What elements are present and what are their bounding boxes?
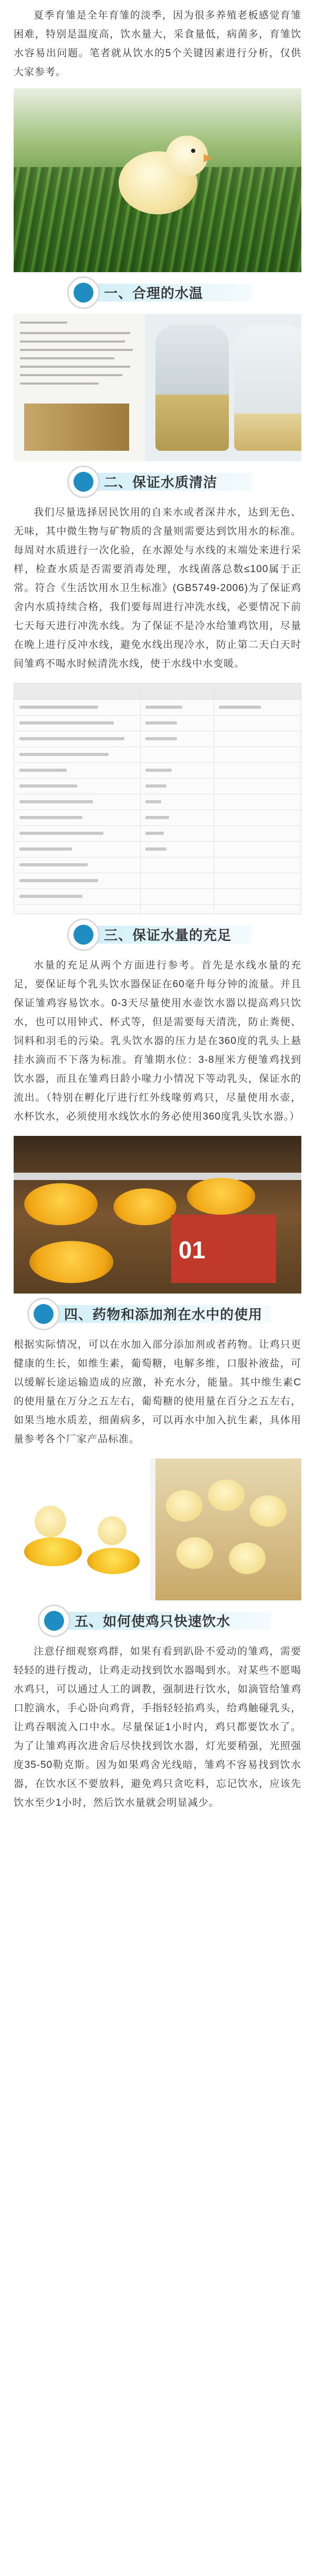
section-3-body: 水量的充足从两个方面进行参考。首先是水线水量的充足，要保证每个乳头饮水器保证在60毫升每分钟的流量。并且保证雏鸡容易饮水。0-3天尽量使用水壶饮水器以提高鸡只饮水，也可以用钟式、杯式等，但是需要每天清洗，防止粪便、饲料和羽毛的污染。乳头饮水器的压力是在360度的乳头上悬挂水滴而不下落为标准。育雏期水位：3-8厘米方便雏鸡找到饮水器，而且在雏鸡日龄小喙力小情况下等动乳头，保证水的流出。（特别在孵化厅进行红外线喙剪鸡只，尽量使用水壶，水杯饮水，必须使用水线饮水的务必使用360度乳头饮水器。） — [14, 960, 301, 1122]
section-3-heading — [0, 914, 315, 956]
section-4-heading — [0, 1294, 315, 1336]
section-2-title: 二、保证水质清洁 — [104, 474, 218, 490]
section-2-heading — [0, 461, 315, 503]
section-5-title: 五、如何使鸡只快速饮水 — [75, 1613, 231, 1629]
section-marker-icon — [27, 1298, 60, 1330]
section-3-title: 三、保证水量的充足 — [104, 927, 232, 943]
drinker-equipment-image — [14, 1136, 301, 1294]
intro-paragraph: 夏季育雏是全年育雏的淡季，因为很多养殖老板感觉育雏困难，特别是温度高，饮水量大，采食量低，病菌多，育雏饮水容易出问题。笔者就从饮水的5个关键因素进行分析，仅供大家参考。 — [14, 10, 301, 78]
section-5-heading — [0, 1600, 315, 1642]
water-standard-table-image — [14, 683, 301, 914]
section-2-body: 我们尽量选择居民饮用的自来水或者深井水，达到无色、无味，其中微生物与矿物质的含量则需要达到饮用水的标准。每周对水质进行一次化验，在水源处与水线的末端处来进行采样，检查水质是否需要消毒处理，水线菌落总数≤100属于正常。符合《生活饮用水卫生标准》(GB5749-2006)为了保证鸡舍内水质持续合格，我们要每周进行冲洗水线，必要情况下前七天每天进行冲洗水线。为了保证不是冷水给雏鸡饮用，尽量在晚上进行反冲水线，避免水线出现冷水，防止第二天白天时间雏鸡不喝水时候清洗水线，使于水线中水变暖。 — [14, 507, 301, 669]
section-4-title: 四、药物和添加剂在水中的使用 — [64, 1307, 263, 1322]
slide-number-label: 01 — [171, 1215, 276, 1283]
section-4-body: 根据实际情况，可以在水加入部分添加剂或者药物。让鸡只更健康的生长，如维生素，葡萄糖，电解多维，口服补液盐，可以缓解长途运输造成的应激，补充水分，能量。其中维生素C的使用量在万分之五左右，葡萄糖的使用量在百分之五左右，如果当地水质差，细菌病多，可以再水中加入抗生素，具体用量参考各个厂家产品标准。 — [14, 1339, 301, 1445]
section-marker-icon — [67, 918, 100, 951]
section-marker-icon — [67, 276, 100, 309]
section-1-title: 一、合理的水温 — [104, 285, 204, 301]
chick-on-grass-image — [14, 88, 301, 272]
section-5-body: 注意仔细观察鸡群，如果有看到趴卧不爱动的雏鸡，需要轻轻的进行拨动，让鸡走动找到饮水器喝到水。对某些不愿喝水鸡只，可以通过人工的调教，强制进行饮水，如滴管给雏鸡口腔滴水，手心卧向鸡背，手指轻轻掐鸡头，给鸡触碰乳头，让鸡吞咽流入口中水。尽量保证1小时内，鸡只都要饮水了。为了让雏鸡再次进舍后尽快找到饮水器，灯光要稍强，光照强度35-50勒克斯。因为如果鸡舍光线暗，雏鸡不容易找到饮水器，在饮水区不要放料，避免鸡只贪吃料，忘记饮水，应该先饮水至少1小时，然后饮水量就会明显减少。 — [14, 1646, 301, 1808]
section-marker-icon — [38, 1605, 70, 1637]
section-marker-icon — [67, 465, 100, 498]
chicks-drinking-image — [14, 1458, 301, 1600]
water-quality-comparison-image — [14, 314, 301, 461]
section-1-heading — [0, 272, 315, 314]
